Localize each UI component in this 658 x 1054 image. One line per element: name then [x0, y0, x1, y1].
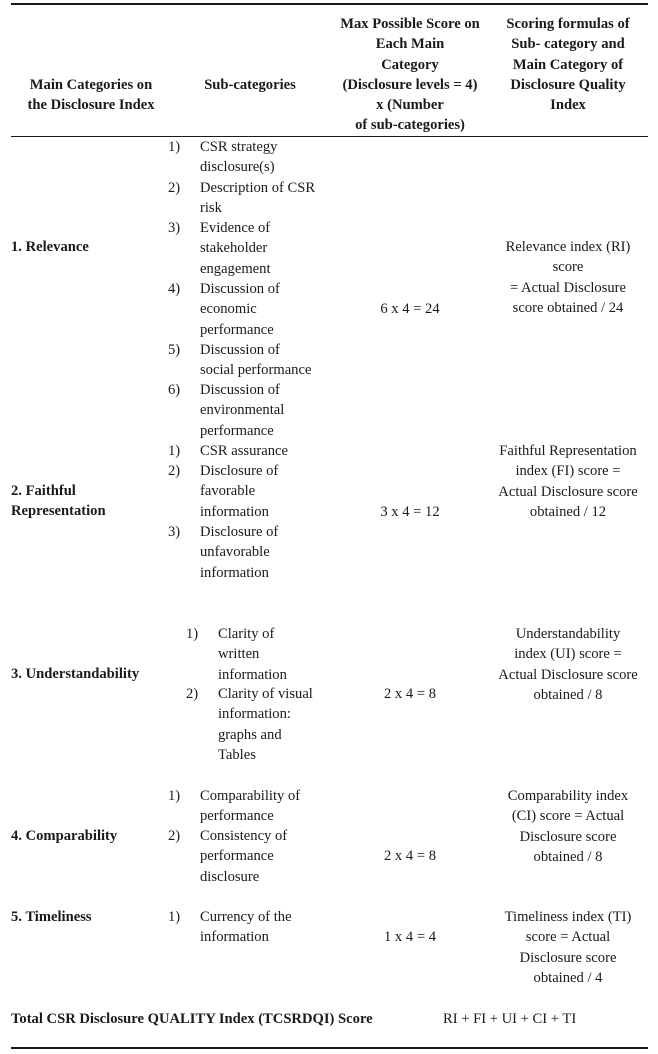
header-main-category	[11, 75, 171, 116]
sub-number: 1)	[168, 139, 181, 155]
formula-timeliness	[483, 907, 653, 988]
max-score-faithful: 3 x 4 = 12	[380, 504, 440, 520]
formula-relevance	[483, 237, 653, 318]
sub-line: disclosure	[200, 868, 260, 885]
sub-line: social performance	[200, 362, 312, 379]
formula-line: = Actual Disclosure	[509, 279, 627, 296]
sub-item	[218, 624, 287, 685]
sub-line: information	[200, 503, 269, 520]
max-score-comparability: 2 x 4 = 8	[383, 848, 436, 864]
sub-item	[200, 218, 271, 279]
sub-line: Currency of the	[200, 909, 292, 925]
header-line: the Disclosure Index	[27, 97, 155, 114]
header-line: x (Number	[376, 97, 444, 114]
sub-line: Clarity of	[218, 626, 275, 642]
sub-number: 3)	[168, 524, 181, 540]
sub-number: 1)	[168, 909, 181, 925]
sub-item	[200, 786, 300, 827]
sub-number: 1)	[168, 443, 181, 459]
sub-line: information	[200, 564, 269, 581]
header-line: Disclosure Quality	[510, 76, 626, 93]
header-line: of sub-categories)	[355, 117, 465, 134]
header-line: Main Categories on	[29, 77, 153, 93]
formula-line: Actual Disclosure score	[498, 666, 638, 683]
sub-number: 5)	[168, 342, 181, 358]
sub-number: 2)	[168, 463, 181, 479]
header-line: Scoring formulas of	[506, 16, 630, 32]
sub-line: Description of CSR	[200, 180, 316, 196]
sub-item	[218, 684, 313, 765]
sub-number: 2)	[168, 180, 181, 196]
header-rule	[11, 136, 648, 137]
sub-line: performance	[200, 422, 274, 439]
sub-line: economic	[200, 301, 257, 318]
sub-line: favorable	[200, 483, 256, 500]
sub-line: unfavorable	[200, 544, 270, 561]
sub-item	[200, 178, 315, 219]
main-category-relevance: 1. Relevance	[11, 239, 89, 255]
sub-line: performance	[200, 808, 274, 825]
sub-item	[200, 340, 311, 381]
bottom-rule	[11, 1047, 648, 1049]
formula-line: index (FI) score =	[515, 463, 621, 480]
sub-number: 2)	[186, 686, 199, 702]
header-sub-categories	[185, 75, 315, 95]
header-line: (Disclosure levels = 4)	[342, 76, 478, 93]
sub-number: 1)	[186, 626, 199, 642]
sub-line: information:	[218, 706, 291, 723]
sub-line: Tables	[218, 746, 256, 763]
sub-line: stakeholder	[200, 240, 268, 257]
sub-item	[200, 441, 288, 461]
header-line: Max Possible Score on	[340, 16, 480, 32]
sub-line: information	[200, 929, 269, 946]
formula-line: Disclosure score	[519, 949, 617, 966]
sub-number: 1)	[168, 788, 181, 804]
header-line: Sub- category and	[511, 36, 625, 53]
sub-item	[200, 137, 277, 178]
main-category-faithful-representation	[11, 481, 106, 522]
sub-line: Discussion of	[200, 382, 280, 398]
sub-line: risk	[200, 200, 222, 217]
sub-number: 2)	[168, 828, 181, 844]
formula-faithful	[483, 441, 653, 522]
formula-line: score = Actual	[525, 929, 611, 946]
formula-line: score	[552, 259, 584, 276]
main-category-timeliness: 5. Timeliness	[11, 909, 92, 925]
header-scoring-formula	[483, 14, 653, 115]
sub-line: disclosure(s)	[200, 159, 275, 176]
max-score-relevance: 6 x 4 = 24	[380, 301, 440, 317]
formula-understandability	[483, 624, 653, 705]
header-line: Index	[550, 97, 586, 114]
sub-line: written	[218, 646, 260, 663]
sub-line: engagement	[200, 260, 271, 277]
total-label: Total CSR Disclosure QUALITY Index (TCSRDQI) Score	[11, 1011, 373, 1027]
formula-line: Comparability index	[507, 788, 629, 804]
header-line: Main Category of	[512, 56, 624, 73]
formula-line: obtained / 12	[529, 503, 607, 520]
sub-item	[200, 826, 287, 887]
sub-line: Disclosure of	[200, 524, 279, 540]
sub-line: CSR assurance	[200, 443, 288, 459]
header-line: Category	[381, 56, 439, 73]
total-formula: RI + FI + UI + CI + TI	[443, 1011, 577, 1027]
formula-line: Timeliness index (TI)	[504, 909, 632, 925]
formula-line: index (UI) score =	[514, 646, 622, 663]
sub-item	[200, 461, 278, 522]
sub-line: environmental	[200, 402, 285, 419]
sub-number: 3)	[168, 220, 181, 236]
sub-line: Comparability of	[200, 788, 301, 804]
sub-line: performance	[200, 848, 274, 865]
formula-line: (CI) score = Actual	[511, 808, 625, 825]
main-line: Representation	[11, 503, 106, 520]
max-score-timeliness: 1 x 4 = 4	[383, 929, 436, 945]
sub-item	[200, 380, 284, 441]
header-line: Sub-categories	[204, 77, 296, 93]
sub-line: performance	[200, 321, 274, 338]
main-category-understandability: 3. Understandability	[11, 666, 140, 682]
formula-line: obtained / 8	[533, 686, 603, 703]
formula-line: Faithful Representation	[499, 443, 637, 459]
sub-line: Clarity of visual	[218, 686, 313, 702]
top-rule	[11, 3, 648, 5]
sub-line: Discussion of	[200, 342, 280, 358]
formula-line: obtained / 8	[533, 848, 603, 865]
formula-line: Understandability	[515, 626, 621, 642]
header-line: Each Main	[375, 36, 445, 53]
formula-line: score obtained / 24	[512, 299, 624, 316]
sub-number: 6)	[168, 382, 181, 398]
formula-line: Actual Disclosure score	[498, 483, 638, 500]
sub-item	[200, 279, 280, 340]
main-line: 2. Faithful	[11, 483, 76, 499]
sub-line: Disclosure of	[200, 463, 279, 479]
main-category-comparability: 4. Comparability	[11, 828, 118, 844]
sub-line: information	[218, 666, 287, 683]
sub-line: Consistency of	[200, 828, 288, 844]
formula-comparability	[483, 786, 653, 867]
formula-line: obtained / 4	[533, 969, 603, 986]
sub-line: CSR strategy	[200, 139, 278, 155]
sub-line: graphs and	[218, 726, 282, 743]
sub-number: 4)	[168, 281, 181, 297]
sub-item	[200, 907, 292, 948]
sub-item	[200, 522, 278, 583]
max-score-understandability: 2 x 4 = 8	[383, 686, 436, 702]
formula-line: Relevance index (RI)	[505, 239, 631, 255]
header-max-score	[330, 14, 490, 136]
sub-line: Discussion of	[200, 281, 280, 297]
formula-line: Disclosure score	[519, 828, 617, 845]
sub-line: Evidence of	[200, 220, 271, 236]
